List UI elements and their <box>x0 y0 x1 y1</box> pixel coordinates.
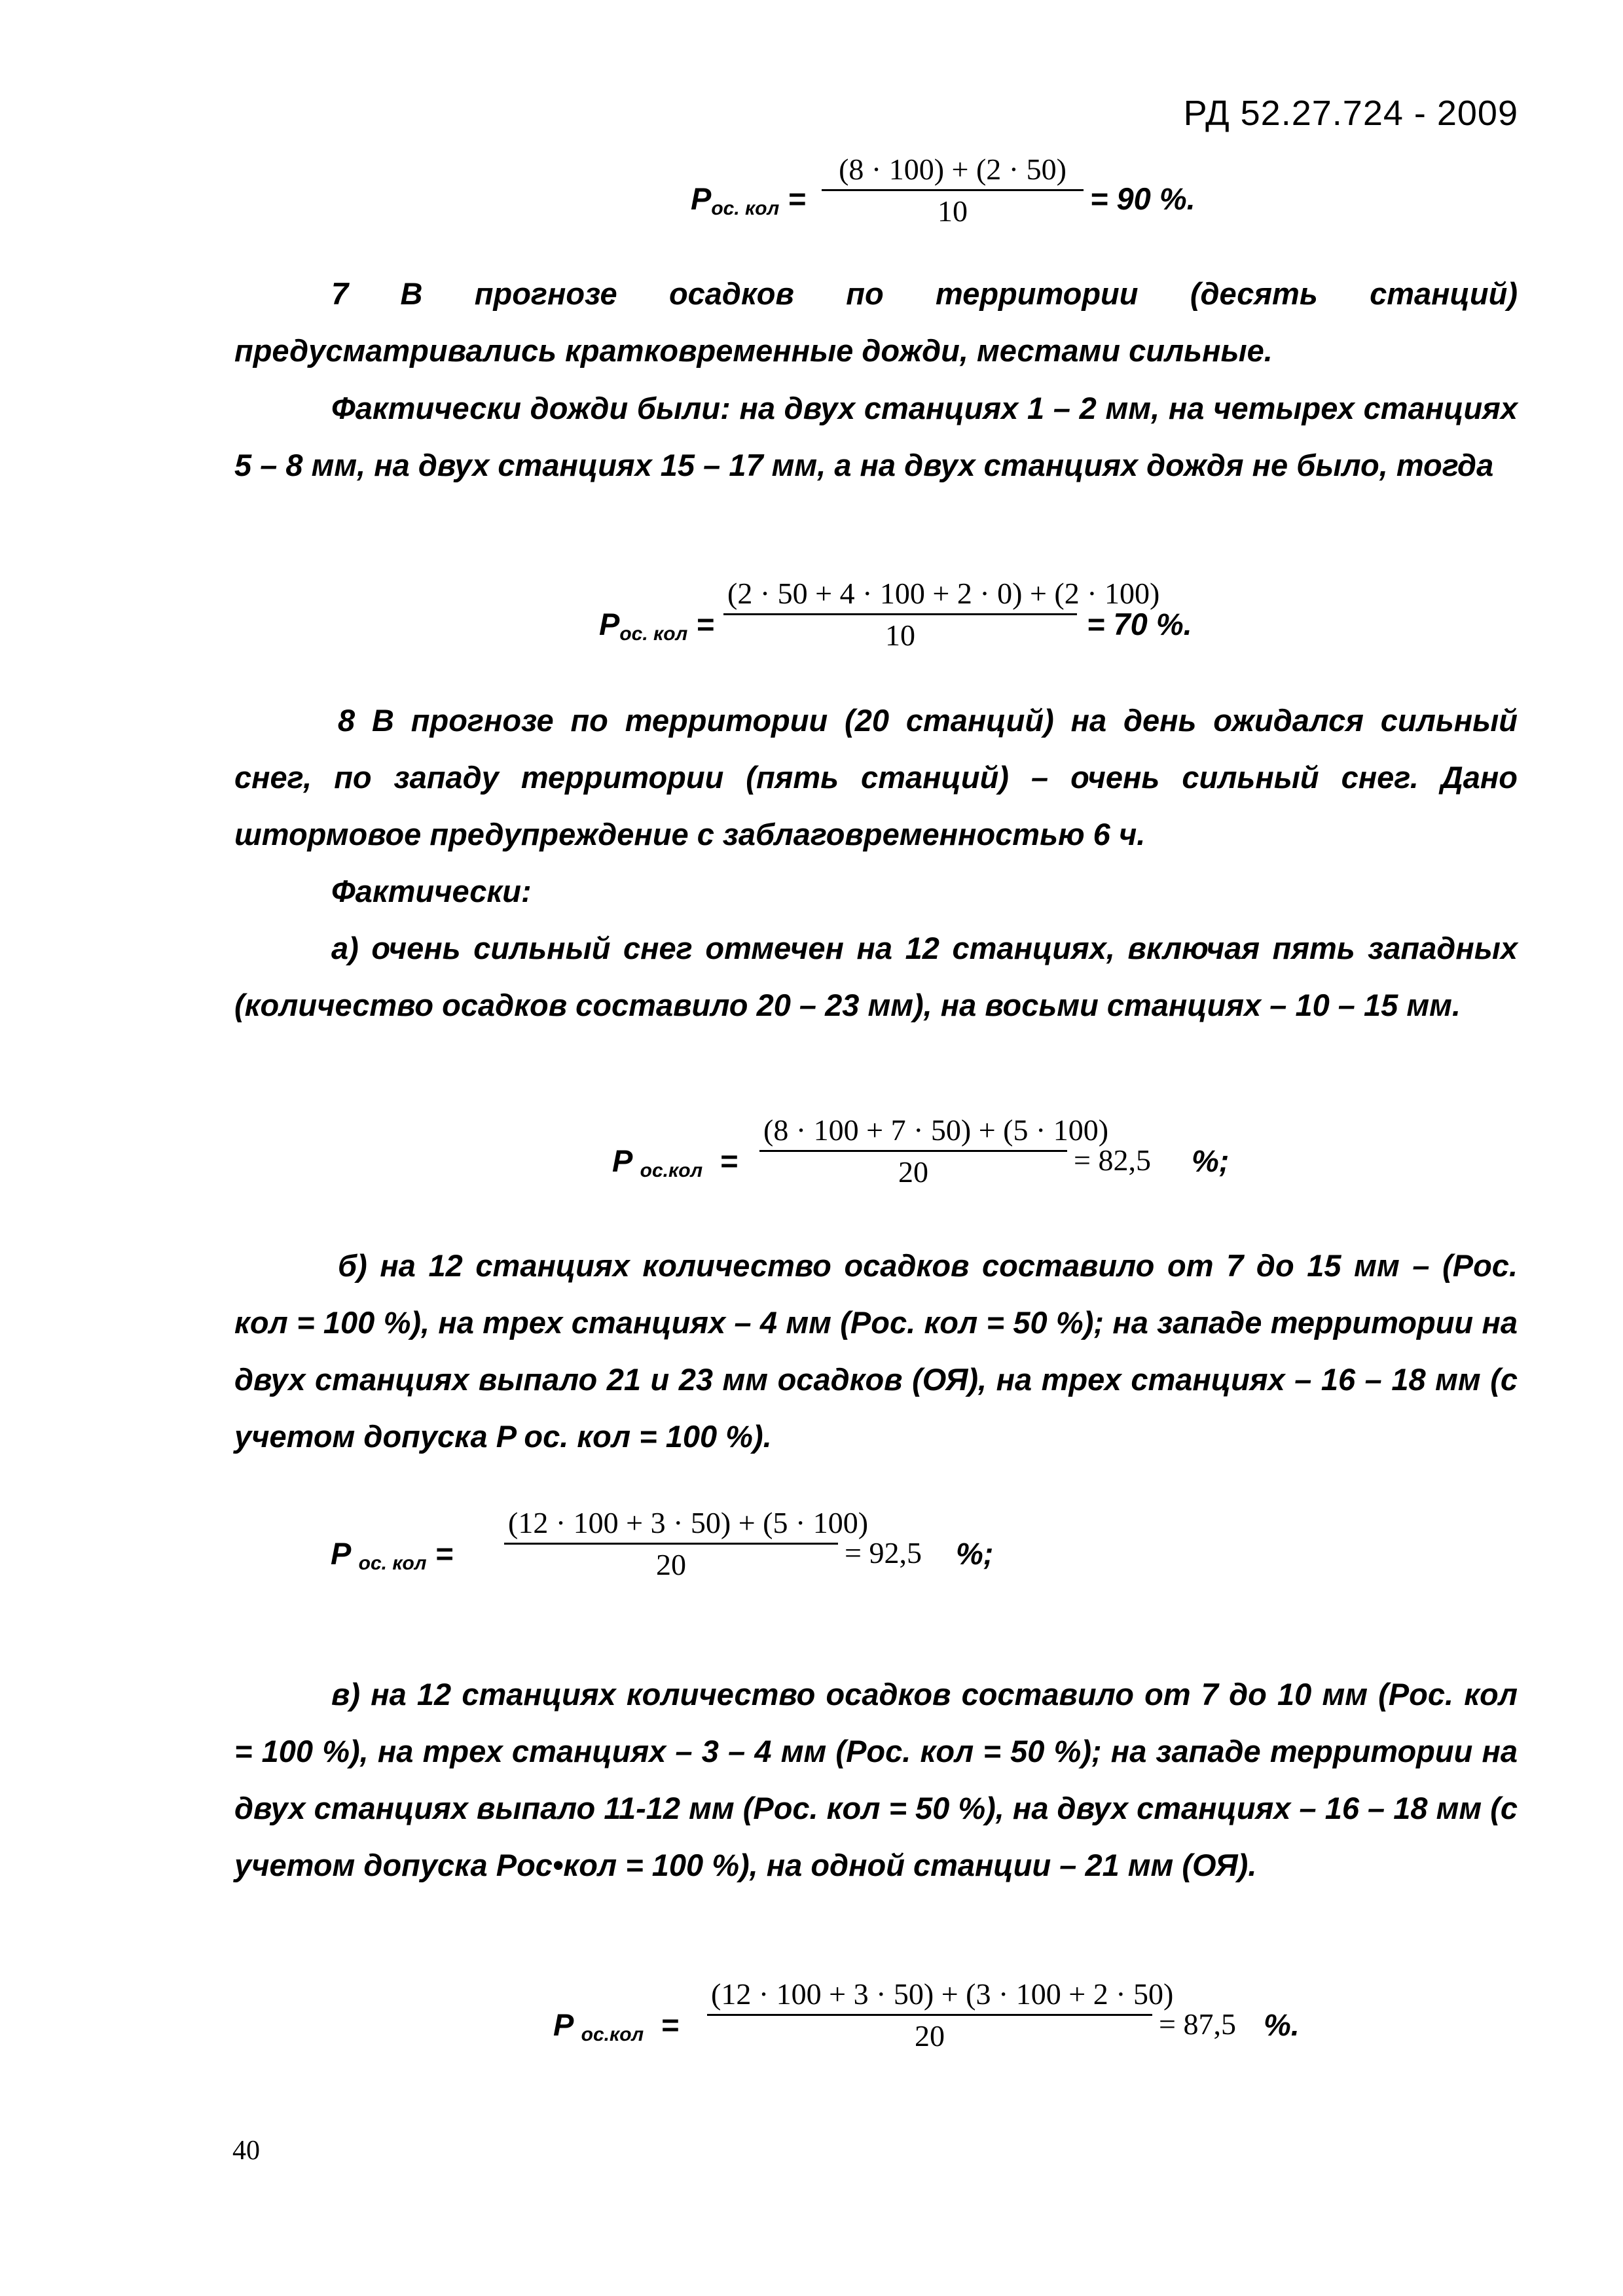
formula-equals: = <box>788 181 806 216</box>
numerator: (8 · 100) + (2 · 50) <box>839 152 1067 186</box>
page-number: 40 <box>232 2136 260 2166</box>
formula-fraction <box>822 152 1084 228</box>
formula-fraction <box>759 1113 1109 1189</box>
paragraph-v: в) на 12 станциях количество осадков составило от 7 до 10 мм (Pос. кол = 100 %), на трех станциях – 3 – 4 мм (Pос. кол = 50 %); на западе территории на двух станциях выпало 11-12 мм (Pос. кол = 50 %), на двух станциях – 16 – 18 мм (с учетом допуска Pос•кол = 100 %), на одной станции – 21 мм (ОЯ). <box>234 1677 1518 1882</box>
denominator: 20 <box>898 1155 928 1189</box>
formula-equals: = <box>435 1536 454 1571</box>
formula-result: = 70 %. <box>1087 607 1192 641</box>
paragraph-8-actual: Фактически: <box>331 874 532 908</box>
formula-label: P <box>691 181 712 216</box>
formula-value: = 92,5 <box>845 1536 922 1570</box>
formula-label: P <box>612 1143 632 1178</box>
formula-value: = 87,5 <box>1159 2007 1236 2041</box>
numerator: (8 · 100 + 7 · 50) + (5 · 100) <box>763 1113 1109 1147</box>
formula-equals: = <box>720 1143 738 1178</box>
formula-fraction <box>707 1977 1174 2053</box>
formula-subscript: ос. кол <box>619 623 688 645</box>
formula-label: P <box>331 1536 350 1571</box>
formula-unit: %; <box>956 1536 994 1571</box>
denominator: 10 <box>885 619 915 652</box>
paragraph-8a: а) очень сильный снег отмечен на 12 станциях, включая пять западных (количество осадков составило 20 – 23 мм), на восьми станциях – 10 – 15 мм. <box>234 931 1518 1022</box>
formula-label: P <box>599 607 620 641</box>
formula-equals: = <box>661 2007 679 2042</box>
paragraph-7-facts: Фактически дожди были: на двух станциях 1 – 2 мм, на четырех станциях 5 – 8 мм, на двух станциях 15 – 17 мм, а на двух станциях дождя не было, тогда <box>234 391 1518 482</box>
formula-fraction <box>504 1505 869 1582</box>
formula-subscript: ос. кол <box>711 198 780 219</box>
formula-3 <box>612 1113 1267 1211</box>
formula-1 <box>691 152 1280 250</box>
formula-subscript: ос.кол <box>640 1160 703 1181</box>
numerator: (2 · 50 + 4 · 100 + 2 · 0) + (2 · 100) <box>727 577 1160 610</box>
formula-5 <box>553 1977 1339 2075</box>
formula-2 <box>599 576 1319 674</box>
formula-subscript: ос.кол <box>581 2024 644 2045</box>
denominator: 10 <box>938 194 968 228</box>
formula-4 <box>331 1505 1051 1604</box>
formula-subscript: ос. кол <box>358 1552 427 1574</box>
denominator: 20 <box>915 2019 945 2053</box>
formula-unit: %; <box>1192 1143 1230 1178</box>
paragraph-8: 8 В прогнозе по территории (20 станций) на день ожидался сильный снег, по западу территории (пять станций) – очень сильный снег. Дано штормовое предупреждение с заблаговременностью 6 ч. <box>234 703 1518 852</box>
paragraph-7: 7 В прогнозе осадков по территории (десять станций) предусматривались кратковременные дожди, местами сильные. <box>234 276 1518 368</box>
formula-equals: = <box>696 607 714 641</box>
numerator: (12 · 100 + 3 · 50) + (3 · 100 + 2 · 50) <box>711 1977 1174 2011</box>
numerator: (12 · 100 + 3 · 50) + (5 · 100) <box>508 1506 869 1539</box>
formula-unit: %. <box>1264 2007 1300 2042</box>
formula-value: = 82,5 <box>1074 1143 1151 1177</box>
formula-result: = 90 %. <box>1090 181 1195 216</box>
denominator: 20 <box>656 1548 686 1581</box>
document-id: РД 52.27.724 - 2009 <box>1183 94 1518 133</box>
paragraph-b: б) на 12 станциях количество осадков составило от 7 до 15 мм – (Pос. кол = 100 %), на трех станциях – 4 мм (Pос. кол = 50 %); на западе территории на двух станциях выпало 21 и 23 мм осадков (ОЯ), на трех станциях – 16 – 18 мм (с учетом допуска P ос. кол = 100 %). <box>234 1248 1518 1454</box>
formula-label: P <box>553 2007 573 2042</box>
